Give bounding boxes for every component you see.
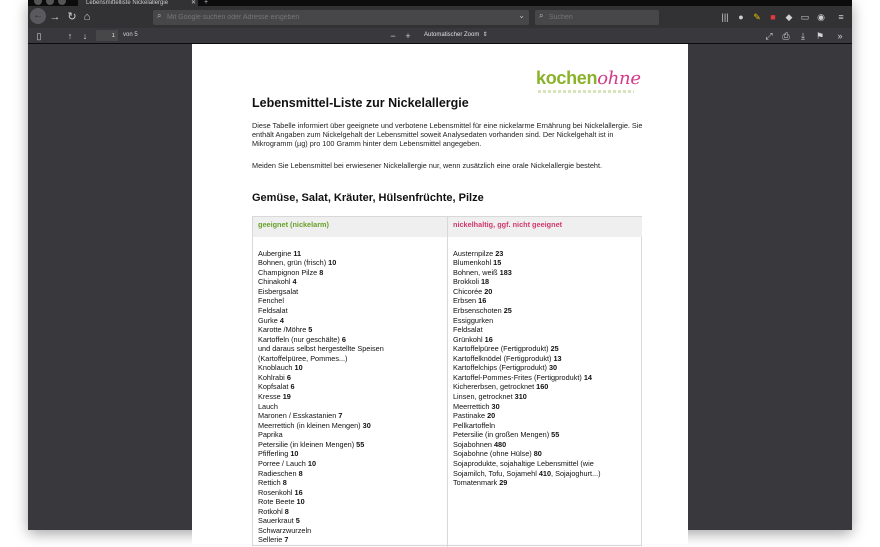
list-item	[453, 354, 637, 364]
food-name: Kresse	[258, 392, 281, 401]
menu-icon[interactable]: ≡	[838, 12, 844, 22]
list-item	[453, 296, 637, 306]
nickel-value: 7	[338, 411, 343, 421]
next-page-icon[interactable]: ↓	[82, 31, 88, 41]
nickel-value: 7	[284, 535, 289, 545]
food-table	[252, 216, 642, 546]
nickel-value: 30	[549, 363, 558, 373]
list-item	[453, 421, 637, 431]
nickel-value: 6	[290, 382, 295, 392]
nickel-value: 8	[319, 267, 324, 277]
list-item	[453, 325, 637, 335]
nickel-value: 5	[295, 516, 300, 526]
list-item	[453, 382, 637, 392]
food-name: Pastinake	[453, 411, 486, 421]
home-icon[interactable]: ⌂	[83, 11, 91, 23]
page-number-input[interactable]	[96, 30, 118, 41]
food-name: Gurke	[258, 315, 278, 325]
list-item	[258, 335, 442, 345]
food-name: Knoblauch	[258, 363, 293, 373]
nickel-value: 11	[293, 248, 302, 258]
food-name: Erbsen	[453, 296, 477, 306]
note-paragraph: Meiden Sie Lebensmittel bei erwiesener Nickelallergie nur, wenn zusätzlich eine orale Nickelallergie besteht.	[252, 161, 603, 170]
nickel-value: 8	[298, 468, 303, 478]
food-name: Kartoffelchips (Fertigprodukt)	[453, 363, 547, 373]
nickel-value: 183	[499, 267, 512, 277]
pdf-viewer[interactable]	[28, 44, 852, 545]
list-item	[258, 392, 442, 402]
list-item	[453, 469, 637, 479]
food-name: Sellerie	[258, 535, 283, 545]
tab-title: Lebensmittelliste Nickelallergie	[86, 0, 169, 6]
food-name: Kohlrabi	[258, 372, 285, 382]
food-name: Sauerkraut	[258, 516, 294, 526]
nickel-value: 30	[362, 420, 371, 430]
list-item	[258, 363, 442, 373]
list-item	[453, 459, 637, 469]
food-name: Eisbergsalat	[258, 286, 299, 296]
food-name: Fenchel	[258, 296, 284, 306]
header-suitable: geeignet (nickelarm)	[253, 217, 448, 237]
list-item	[258, 469, 442, 479]
list-item	[258, 526, 442, 536]
list-item	[453, 392, 637, 402]
list-item	[258, 411, 442, 421]
zoom-select[interactable]: Automatischer Zoom ⇕	[424, 32, 488, 38]
list-item	[258, 421, 442, 431]
food-name: Kartoffeln (nur geschälte)	[258, 334, 340, 344]
food-name: Austernpilze	[453, 248, 494, 258]
list-item	[258, 382, 442, 392]
logo: kochenohne	[536, 68, 640, 98]
food-name: Rosenkohl	[258, 487, 293, 497]
nickel-value: 160	[536, 382, 549, 392]
nickel-value: 20	[487, 411, 496, 421]
food-name: Porree / Lauch	[258, 458, 306, 468]
url-dropdown-icon[interactable]: ⌄	[518, 11, 525, 20]
food-name: Rotkohl	[258, 506, 283, 516]
nickel-value: 10	[296, 497, 305, 507]
presentation-mode-icon[interactable]: ⤢	[765, 31, 773, 41]
navigation-toolbar	[28, 6, 852, 28]
maximize-window-icon[interactable]	[58, 0, 66, 5]
food-name: Meerrettich (in kleinen Mengen)	[258, 420, 361, 430]
nickel-value: 30	[491, 401, 500, 411]
nickel-value: 13	[553, 353, 562, 363]
food-name: Maronen / Esskastanien	[258, 411, 337, 421]
nickel-value: 480	[494, 439, 507, 449]
nickel-value: 8	[284, 506, 289, 516]
nickel-value: 55	[356, 439, 365, 449]
food-name: Meerrettich	[453, 401, 490, 411]
list-item	[453, 335, 637, 345]
browser-window	[28, 0, 852, 545]
food-name: Feldsalat	[258, 305, 288, 315]
list-item	[258, 306, 442, 316]
list-item	[453, 306, 637, 316]
list-item	[258, 430, 442, 440]
pdf-extension-icon[interactable]: ■	[770, 12, 776, 22]
list-item	[258, 287, 442, 297]
list-item	[258, 258, 442, 268]
nickel-value: 20	[484, 286, 493, 296]
food-name: Linsen, getrocknet	[453, 392, 513, 401]
list-item	[453, 277, 637, 287]
pdf-toolbar	[28, 28, 852, 44]
section-title: Gemüse, Salat, Kräuter, Hülsenfrüchte, Pilze	[252, 192, 484, 204]
food-name: Radieschen	[258, 468, 297, 478]
nickel-value: 16	[484, 334, 493, 344]
download-icon[interactable]: ⤓	[801, 31, 805, 41]
list-item	[258, 488, 442, 498]
food-name: Chinakohl	[258, 277, 291, 287]
food-name: Rettich	[258, 478, 281, 488]
list-item	[453, 344, 637, 354]
food-name: Lauch	[258, 401, 278, 411]
food-name: Rote Beete	[258, 497, 295, 507]
list-item	[453, 373, 637, 383]
nickel-value: 55	[551, 430, 560, 440]
food-name: Aubergine	[258, 248, 292, 258]
nickel-value: 6	[286, 372, 291, 382]
food-name: Bohnen, weiß	[453, 267, 498, 277]
header-unsuitable: nickelhaltig, ggf. nicht geeignet	[448, 217, 642, 237]
nickel-value: 14	[583, 372, 592, 382]
page-count: von 5	[123, 32, 138, 38]
list-item	[258, 373, 442, 383]
list-item	[258, 249, 442, 259]
url-bar[interactable]	[153, 10, 529, 25]
nickel-value: 10	[290, 449, 299, 459]
nickel-value: 310	[514, 392, 527, 401]
food-name: Sojabohnen	[453, 439, 492, 449]
food-name: Pfifferling	[258, 449, 289, 459]
food-name: Karotte /Möhre	[258, 325, 307, 335]
list-item	[453, 363, 637, 373]
list-item	[258, 344, 442, 354]
zoom-in-icon[interactable]: +	[405, 31, 411, 41]
list-item	[258, 296, 442, 306]
list-item	[258, 535, 442, 545]
nickel-value: 23	[495, 248, 504, 258]
url-input[interactable]	[167, 12, 507, 23]
new-tab-icon[interactable]: +	[204, 0, 209, 6]
list-item	[258, 402, 442, 412]
print-icon[interactable]: ⎙	[782, 31, 790, 41]
food-name: und daraus selbst hergestellte Speisen	[258, 344, 384, 354]
list-item	[258, 516, 442, 526]
zoom-out-icon[interactable]: −	[390, 31, 396, 41]
list-item	[453, 316, 637, 326]
search-bar[interactable]	[535, 10, 659, 25]
list-item	[258, 507, 442, 517]
list-item	[453, 430, 637, 440]
nickel-value: 5	[308, 325, 313, 335]
food-name: Kartoffel-Pommes-Frites (Fertigprodukt)	[453, 372, 582, 382]
extension-icon[interactable]: ✎	[753, 12, 761, 22]
list-item	[258, 277, 442, 287]
food-name: Sojabohne (ohne Hülse)	[453, 449, 532, 459]
nickel-value: 10	[307, 458, 317, 468]
list-item	[258, 268, 442, 278]
nickel-value: 29	[499, 478, 508, 488]
nickel-value: 25	[550, 344, 559, 354]
search-icon: ⌕	[157, 11, 162, 20]
food-name-suffix: , Sojajoghurt...)	[551, 468, 601, 478]
food-name: Sojaprodukte, sojahaltige Lebensmittel (wie	[453, 458, 594, 468]
library-icon[interactable]: |||	[721, 12, 729, 22]
food-name: Grünkohl	[453, 334, 483, 344]
food-name: Sojamilch, Tofu, Sojamehl	[453, 468, 537, 478]
nickel-value: 19	[282, 392, 291, 401]
nickel-value: 410	[538, 468, 552, 478]
list-item	[258, 497, 442, 507]
food-name: Petersilie (in kleinen Mengen)	[258, 439, 355, 449]
food-name: Champignon Pilze	[258, 267, 318, 277]
list-item	[258, 440, 442, 450]
sidebar-icon[interactable]: ▭	[800, 12, 810, 22]
list-item	[258, 354, 442, 364]
close-window-icon[interactable]	[34, 0, 42, 5]
nickel-value: 80	[533, 449, 542, 459]
nickel-value: 10	[294, 363, 303, 373]
suitable-list	[253, 237, 448, 547]
food-name: Feldsalat	[453, 325, 483, 335]
toggle-sidebar-icon[interactable]: ▯	[36, 31, 42, 41]
intro-paragraph: Diese Tabelle informiert über geeignete und verbotene Lebensmittel für eine nickelarme Ernährung bei Nickelallergie. Sie enthält Angaben zum Nickelgehalt der Lebensmittel soweit Analysedaten vorhanden sind. Der Nickelgehalt ist in Mikrogramm (µg) pro 100 Gramm hinter dem Lebensmittel angegeben.	[252, 121, 643, 149]
search-input[interactable]	[549, 12, 649, 23]
forward-icon[interactable]: →	[49, 11, 61, 23]
reload-icon[interactable]: ↻	[67, 11, 77, 23]
food-name: Kichererbsen, getrocknet	[453, 382, 535, 392]
list-item	[258, 325, 442, 335]
nickel-value: 4	[292, 277, 297, 287]
previous-page-icon[interactable]: ↑	[67, 31, 73, 41]
food-name: Brokkoli	[453, 277, 479, 287]
food-name: Blumenkohl	[453, 258, 492, 268]
document-title: Lebensmittel-Liste zur Nickelallergie	[252, 96, 469, 110]
food-name: Paprika	[258, 430, 283, 440]
tab-close-icon[interactable]: ✕	[190, 0, 196, 6]
nickel-value: 15	[493, 258, 502, 268]
list-item	[453, 449, 637, 459]
nickel-value: 16	[294, 487, 303, 497]
food-name: Bohnen, grün (frisch)	[258, 258, 327, 268]
food-name: Schwarzwurzeln	[258, 525, 312, 535]
food-name: Chicorée	[453, 286, 483, 296]
list-item	[453, 268, 637, 278]
search-icon: ⌕	[539, 11, 544, 20]
food-name: Tomatenmark	[453, 478, 498, 488]
food-name: Petersilie (in großen Mengen)	[453, 430, 550, 440]
food-name: Pellkartoffeln	[453, 420, 496, 430]
list-item	[453, 287, 637, 297]
zoom-value: Automatischer Zoom	[424, 32, 480, 38]
nickel-value: 10	[328, 258, 337, 268]
nickel-value: 18	[480, 277, 490, 287]
pdf-page	[192, 44, 688, 544]
food-name: Kartoffelpüree (Fertigprodukt)	[453, 344, 549, 354]
minimize-window-icon[interactable]	[46, 0, 54, 5]
nickel-value: 8	[282, 478, 287, 488]
food-name: (Kartoffelpüree, Pommes...)	[258, 353, 348, 363]
list-item	[453, 478, 637, 488]
nickel-value: 16	[478, 296, 487, 306]
food-name: Kopfsalat	[258, 382, 289, 392]
info-icon[interactable]: ●	[738, 12, 744, 22]
nickel-value: 4	[279, 315, 284, 325]
nickel-value: 25	[503, 305, 512, 315]
list-item	[453, 440, 637, 450]
back-icon[interactable]: ←	[30, 8, 46, 24]
list-item	[453, 411, 637, 421]
bookmark-icon[interactable]: ⚑	[815, 31, 825, 41]
list-item	[453, 402, 637, 412]
nickel-value: 6	[341, 334, 346, 344]
list-item	[258, 449, 442, 459]
list-item	[453, 258, 637, 268]
list-item	[453, 249, 637, 259]
food-name: Kartoffelknödel (Fertigprodukt)	[453, 353, 552, 363]
account-icon[interactable]: ◉	[817, 12, 825, 22]
food-name: Essiggurken	[453, 315, 494, 325]
shield-icon[interactable]: ◆	[785, 12, 793, 22]
list-item	[258, 316, 442, 326]
list-item	[258, 478, 442, 488]
unsuitable-list	[448, 237, 642, 547]
food-name: Erbsenschoten	[453, 305, 502, 315]
list-item	[258, 459, 442, 469]
tools-icon[interactable]: »	[837, 31, 843, 41]
